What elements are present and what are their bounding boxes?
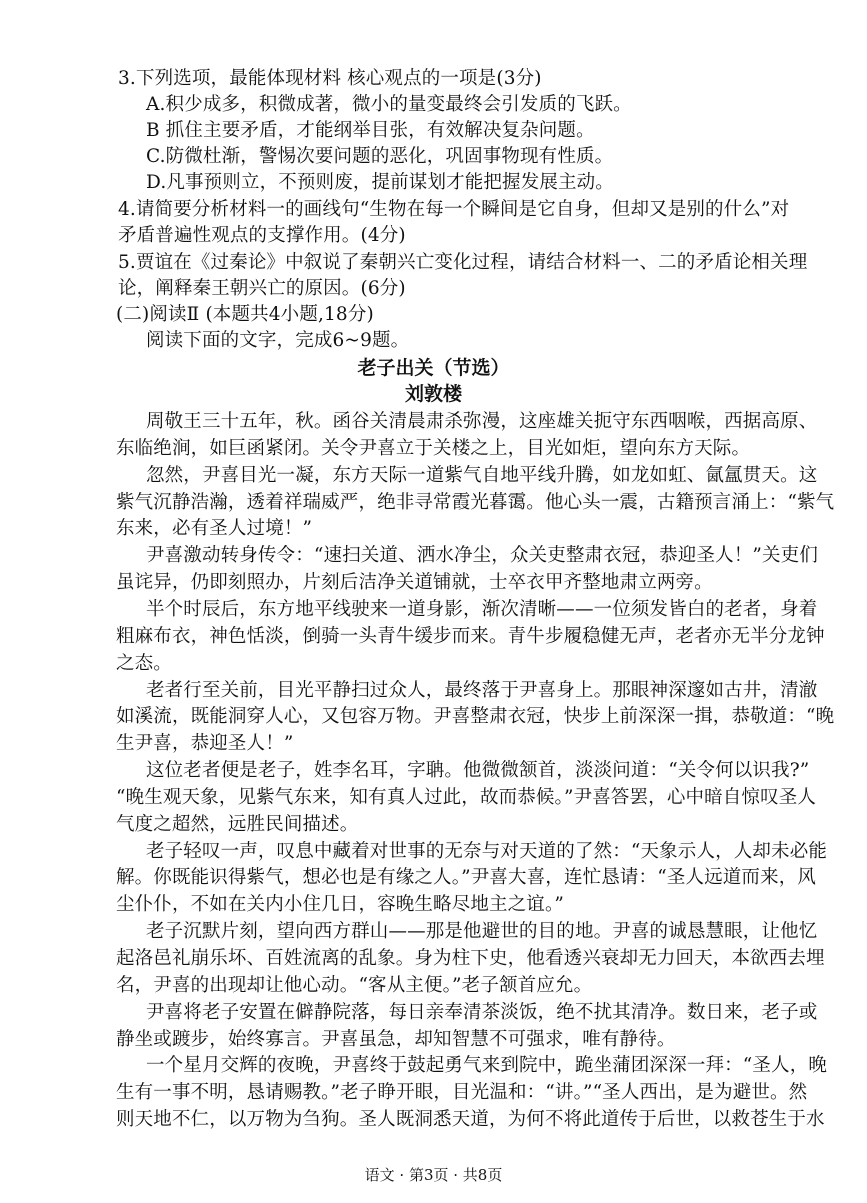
question-3-option-c: C.防微杜渐，警惕次要问题的恶化，巩固事物现有性质。 [146,146,614,167]
page-footer: 语文 · 第3页 · 共8页 [364,1166,503,1184]
article-line: 如溪流，既能洞穿人心，又包容万物。尹喜整肃衣冠，快步上前深深一揖，恭敬道：“晚 [116,706,835,727]
article-line: 老子沉默片刻，望向西方群山——那是他避世的目的地。尹喜的诚恳慧眼，让他忆 [146,921,818,942]
article-line: 起洛邑礼崩乐坏、百姓流离的乱象。身为柱下史，他看透兴衰却无力回天，本欲西去埋 [116,948,825,969]
article-line: 静坐或踱步，始终寡言。尹喜虽急，却知智慧不可强求，唯有静待。 [116,1029,676,1050]
article-line: 忽然，尹喜目光一凝，东方天际一道紫气自地平线升腾，如龙如虹、氤氲贯天。这 [146,465,818,486]
article-line: “晚生观天象，见紫气东来，知有真人过此，故而恭候。”尹喜答罢，心中暗自惊叹圣人 [116,787,817,808]
article-line: 东临绝涧，如巨函紧闭。关令尹喜立于关楼之上，目光如炬，望向东方天际。 [116,438,751,459]
article-line: 紫气沉静浩瀚，透着祥瑞威严，绝非寻常霞光暮霭。他心头一震，古籍预言涌上：“紫气 [116,492,835,513]
question-4-line-2: 矛盾普遍性观点的支撑作用。(4分) [118,225,406,246]
article-line: 粗麻布衣，神色恬淡，倒骑一头青牛缓步而来。青牛步履稳健无声，老者亦无半分龙钟 [116,626,825,647]
article-line: 生有一事不明，恳请赐教。”老子睁开眼，目光温和：“讲。”“圣人西出，是为避世。然 [116,1082,808,1103]
article-line: 老者行至关前，目光平静扫过众人，最终落于尹喜身上。那眼神深邃如古井，清澈 [146,680,818,701]
article-line: 虽诧异，仍即刻照办，片刻后洁净关道铺就，士卒衣甲齐整地肃立两旁。 [116,572,713,593]
article-line: 东来，必有圣人过境！” [116,518,313,539]
article-title: 老子出关（节选） [357,357,510,379]
article-line: 之态。 [116,653,172,674]
question-3-option-b: B 抓住主要矛盾，才能纲举目张，有效解决复杂问题。 [146,120,595,141]
question-3-option-a: A.积少成多，积微成著，微小的量变最终会引发质的飞跃。 [146,94,632,115]
article-line: 半个时辰后，东方地平线驶来一道身影，渐次清晰——一位须发皆白的老者，身着 [146,599,818,620]
article-line: 老子轻叹一声，叹息中藏着对世事的无奈与对天道的了然：“天象示人，人却未必能 [146,841,828,862]
article-line: 尹喜将老子安置在僻静院落，每日亲奉清茶淡饭，绝不扰其清净。数日来，老子或 [146,1002,818,1023]
article-line: 尘仆仆，不如在关内小住几日，容晚生略尽地主之谊。” [116,894,564,915]
question-4-line-1: 4.请简要分析材料一的画线句“生物在每一个瞬间是它自身，但却又是别的什么”对 [118,199,790,220]
article-line: 周敬王三十五年，秋。函谷关清晨肃杀弥漫，这座雄关扼守东西咽喉，西据高原、 [146,411,818,432]
question-5-line-1: 5.贾谊在《过秦论》中叙说了秦朝兴亡变化过程，请结合材料一、二的矛盾论相关理 [118,252,808,273]
section-heading: (二)阅读Ⅱ (本题共4小题,18分) [116,304,374,325]
article-line: 解。你既能识得紫气，想必也是有缘之人。”尹喜大喜，连忙恳请：“圣人远道而来，风 [116,867,817,888]
question-5-line-2: 论，阐释秦王朝兴亡的原因。(6分) [118,278,406,299]
article-author: 刘敦楼 [404,383,462,405]
section-instruction: 阅读下面的文字，完成6~9题。 [146,330,410,351]
article-line: 尹喜激动转身传令：“速扫关道、洒水净尘，众关吏整肃衣冠，恭迎圣人！”关吏们 [146,545,818,566]
article-line: 名，尹喜的出现却让他心动。“客从主便。”老子颔首应允。 [116,975,593,996]
article-line: 生尹喜，恭迎圣人！” [116,733,294,754]
question-3-stem: 3.下列选项，最能体现材料 核心观点的一项是(3分) [118,68,542,89]
article-line: 则天地不仁，以万物为刍狗。圣人既洞悉天道，为何不将此道传于后世，以救苍生于水 [116,1109,825,1130]
article-line: 一个星月交辉的夜晚，尹喜终于鼓起勇气来到院中，跪坐蒲团深深一拜：“圣人，晚 [146,1055,828,1076]
article-line: 气度之超然，远胜民间描述。 [116,814,359,835]
article-line: 这位老者便是老子，姓李名耳，字聃。他微微颔首，淡淡问道：“关令何以识我?” [146,760,810,781]
question-3-option-d: D.凡事预则立，不预则废，提前谋划才能把握发展主动。 [146,172,614,193]
